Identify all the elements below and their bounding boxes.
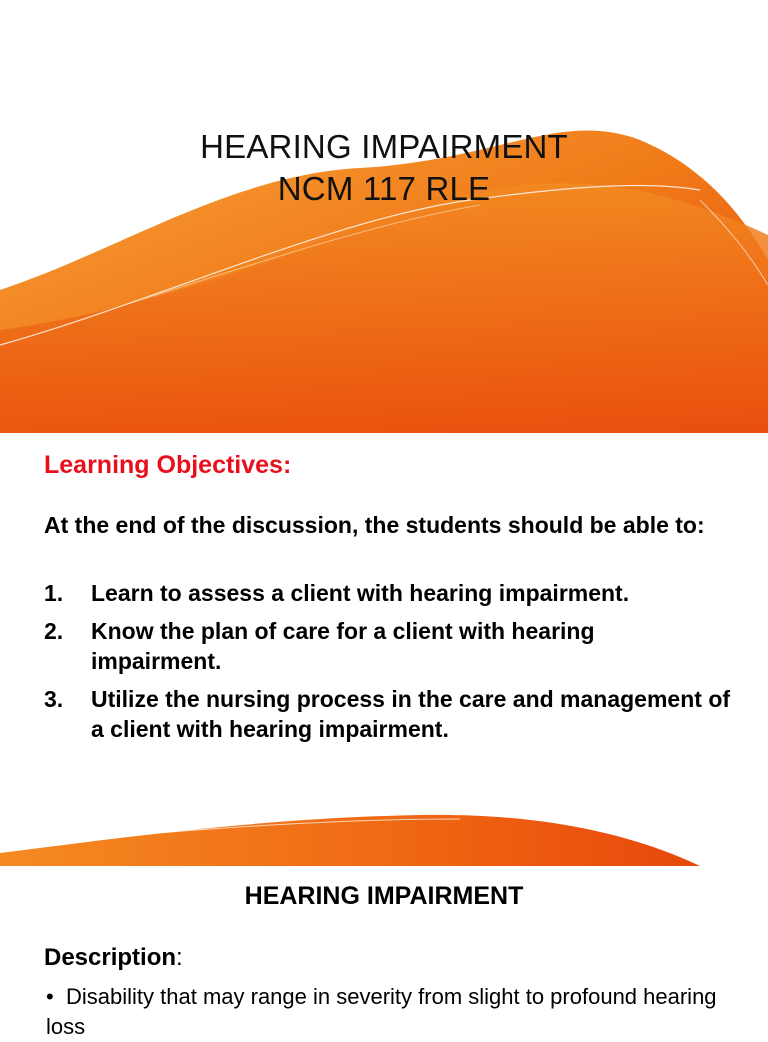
objective-number: 2. — [44, 618, 64, 644]
section-title: HEARING IMPAIRMENT — [244, 882, 524, 910]
slide-title-line-1: HEARING IMPAIRMENT — [200, 128, 568, 165]
bullet-icon: • — [46, 984, 54, 1009]
title-slide — [0, 0, 768, 433]
bullet-text: Disability that may range in severity from slight to profound hearing loss — [46, 984, 717, 1039]
description-colon: : — [176, 944, 183, 971]
bullet-item — [46, 982, 726, 1042]
objective-text: Utilize the nursing process in the care and management of a client with hearing impairment. — [91, 686, 731, 742]
learning-objectives-slide — [0, 433, 768, 866]
objectives-intro: At the end of the discussion, the students should be able to: — [44, 512, 705, 538]
objective-text: Learn to assess a client with hearing impairment. — [91, 580, 630, 606]
orange-wave-background — [0, 0, 768, 433]
objectives-heading: Learning Objectives: — [44, 451, 292, 479]
slide-title-line-2: NCM 117 RLE — [277, 170, 491, 207]
description-label — [44, 944, 183, 972]
objective-text: Know the plan of care for a client with hearing impairment. — [91, 618, 595, 674]
orange-wave-band — [0, 793, 768, 866]
objective-number: 3. — [44, 686, 64, 712]
description-slide — [0, 866, 768, 1039]
objective-number: 1. — [44, 580, 64, 606]
description-label-text: Description — [44, 944, 177, 971]
